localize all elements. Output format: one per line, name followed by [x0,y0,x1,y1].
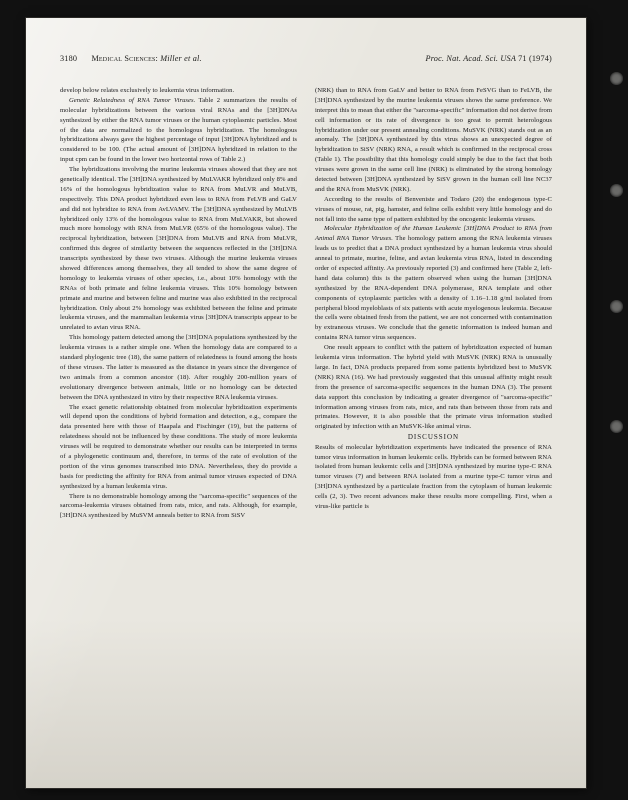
left-column [60,86,297,521]
header-left [60,54,202,63]
paragraph-with-heading [60,96,297,165]
paragraph: Results of molecular hybridization experiments have indicated the presence of RNA tumor virus information in human leukemic cells. Hybrids can be formed between RNA isolated from human leukemic cells and [3H]DNA synthesized by murine type-C RNA tumor viruses (7) and between RNA isolated from a murine type-C tumor virus and [3H]DNA synthesized by a particulate fraction from the cytoplasm of human leukemic cells (2, 3). Two recent advances make these results more compelling. First, when a virus-like particle is [315,443,552,511]
volume-year: 71 (1974) [518,54,552,63]
binder-hole-1 [610,72,623,85]
paragraph: (NRK) than to RNA from GaLV and better to RNA from FeSVG than to FeLVB, the [3H]DNA synthesized by the murine leukemia viruses shows the same preference. We interpret this to mean that either the "sarcoma-specific" information did not derive from cell information or its rate of divergence is too great to permit heterologous hybridization under our present annealing conditions. MuSVK (NRK) stands out as an anomaly. The [3H]DNA synthesized by this virus shows an unexpected degree of hybridization to SiSV (NRK) RNA, a result which is confirmed in the reciprocal cross (Table 1). The possibility that this homology could simply be due to the fact that both viruses were grown in the same cell line (NRK) is eliminated by the strong homology detected between [3H]DNA synthesized by SiSV grown in the human cell line NC37 and the RNA from MuSVK (NRK). [315,87,552,193]
paragraph: According to the results of Benveniste and Todaro (20) the endogenous type-C viruses of mouse, rat, pig, hamster, and feline cells exhibit very little homology and do not fall into the same type of pattern exhibited by the oncogenic leukemia viruses. [315,195,552,223]
binder-hole-3 [610,300,623,313]
right-column [315,86,552,521]
paragraph-text: The homology pattern among the RNA leukemia viruses leads us to predict that a DNA product synthesized by a human leukemia virus should anneal to primate, murine, feline, and avian leukemia virus RNA, listed in descending order of expected affinity. As previously reported (3) and confirmed here (Table 2, left-hand data column) this is the pattern observed when using the human [3H]DNA synthesized by the RNA-dependent DNA polymerase, RNA template and other components of cytoplasmic particles with a density of 1.16–1.18 g/ml isolated from peripheral blood myeloblasts of six patients with acute myelogenous leukemia. Because the cells were obtained fresh from the patient, we are not concerned with contamination by extraneous viruses. We conclude that the genetic information is indeed human and contains RNA tumor virus sequences. [315,235,552,342]
paragraph: There is no demonstrable homology among the "sarcoma-specific" sequences of the sarcoma-leukemia viruses obtained from rats, mice, and rats. Although, for example, [3H]DNA synthesized by MuSVM anneals better to RNA from SiSV [60,492,297,520]
journal-page [26,18,586,788]
paragraph-with-heading [315,224,552,343]
paragraph-text: Table 2 summarizes the results of molecular hybridizations between the various viral RNAs and the [3H]DNAs synthesized by either the RNA tumor viruses or the human cytoplasmic particles. Most of the data are normalized to the homologous hybridization. The homologous hybridizations always gave the highest percentage of input [3H]DNA hybridized and is considered to be 100. (The actual amount of [3H]DNA hybridized in relation to the input cpm can be found in the lower two horizontal rows of Table 2.) [60,96,297,164]
journal-name: Proc. Nat. Acad. Sci. USA [425,54,516,63]
section-label: Medical Sciences: [91,54,158,63]
binder-hole-4 [610,420,623,433]
paragraph: One result appears to conflict with the pattern of hybridization expected of human leukemia virus information. The hybrid yield with MuSVK (NRK) RNA is unusually large. In fact, DNA products prepared from some patients hybridized best to MuSVK (NRK) RNA (16). We had previously suggested that this unusual affinity might result from the presence of sarcoma-specific sequences in the human DNA (3). The present data support this conclusion by indicating a greater divergence of "sarcoma-specific" information among viruses from rats, mice, and rats than between those from rats and primates. However, it is also possible that the primate virus information studied originated by infection with an MuSVK-like animal virus. [315,344,552,431]
paragraph: This homology pattern detected among the [3H]DNA populations synthesized by the leukemia viruses is a rather simple one. When the homology data are compared to a standard phylogenic tree (18), the same pattern of relatedness is found among the hosts of these viruses. The latter is measured as the distance in years since the divergence of two animals from a common ancestor (18). After roughly 200-million years of evolutionary divergence between animals, little or no homology can be detected between the DNA synthesized in vitro by their respective RNA leukemia viruses. [60,334,297,401]
paragraph: The exact genetic relationship obtained from molecular hybridization experiments will depend upon the conditions of hybrid formation and detection, e.g., compare the data presented here with those of Haapala and Fischinger (19), but the patterns of relatedness should not be influenced by these conditions. The study of more leukemia viruses will be required to demonstrate whether our results can be interpreted in terms of a phylogenetic continuum and, therefore, in terms of the rate of evolution of the portion of the virus genomes transcribed into DNA. Nevertheless, they do provide a basis for predicting the affinity for RNA from animal tumor viruses expected of DNA synthesized by a human leukemia virus. [60,403,297,490]
header-right [426,54,552,63]
paragraph: develop below relates exclusively to leukemia virus information. [60,87,235,94]
paragraph: The hybridizations involving the murine leukemia viruses showed that they are not genetically identical. The [3H]DNA synthesized by MuLVAKR hybridized only 8% and 16% of the homologous hybridization value to RNA from MuLVR and MuLVB, respectively. This DNA product hybridized even less to RNA from FeLVB and GaLV and did not hybridize to RNA from AvLVAMV. The [3H]DNA synthesized by MuLVB hybridized only 13% of the homologous value to RNA from MuLVAKR, but showed much more homology with RNA from MuLVR (65% of the homologous value). The reciprocal hybridization, between [3H]DNA from MuLVB and RNA from MuLVR, confirmed this degree of similarity between the sequences reflected in the [3H]DNA transcripts synthesized by these two viruses. Although the murine leukemia viruses showed differences among themselves, they all tended to show the same degree of homology to leukemia viruses of other species, i.e., about 10% homology with the RNAs of both primate and feline leukemia viruses. This 10% homology between primate and murine and between feline and murine was also exhibited in the reciprocal hybridization. Only about 2% homology was exhibited between the feline and primate leukemia viruses, and the mammalian leukemia virus [3H]DNA transcripts appear to be unrelated to avian virus RNA. [60,166,297,332]
page-number: 3180 [60,54,78,63]
subsection-heading: Genetic Relatedness of RNA Tumor Viruses. [69,96,196,104]
page-header [60,54,552,70]
author-line: Miller et al. [160,54,202,63]
body-columns [60,86,552,521]
binder-hole-2 [610,184,623,197]
discussion-heading: DISCUSSION [407,433,460,442]
subsection-heading: Molecular Hybridization of the Human Leukemic [3H]DNA Product to RNA from Animal RNA Tumor Viruses. [315,225,552,243]
